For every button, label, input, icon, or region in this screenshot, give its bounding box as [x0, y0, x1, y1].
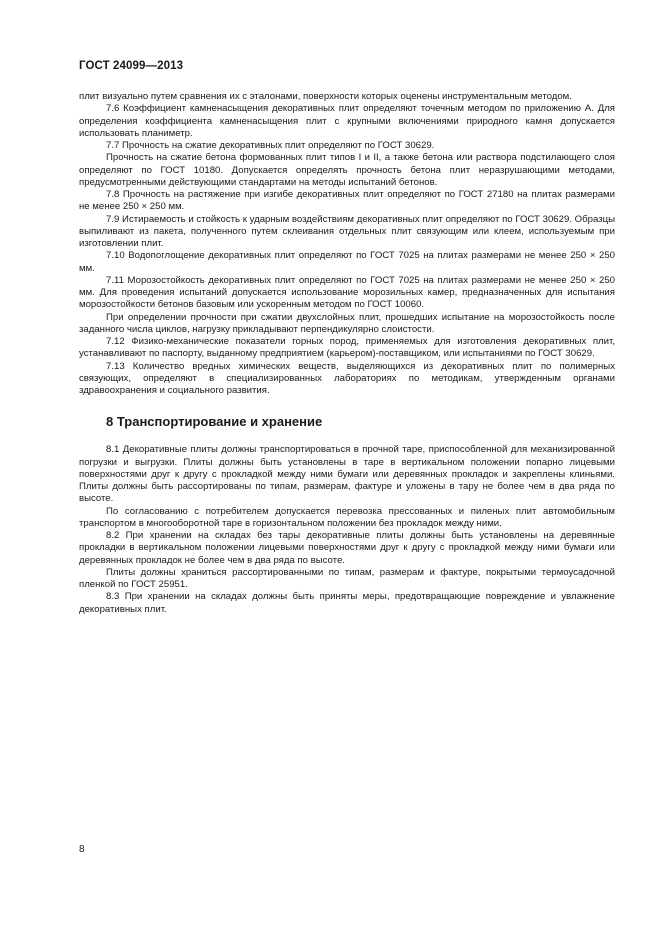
clause-7-7-concrete-strength: Прочность на сжатие бетона формованных плит типов I и II, а также бетона или раствора подстилающего слоя определяют по ГОСТ 10180. Допускается определять прочность бетона плит неразрушающими методами, предусмотренными действующими стандартами на методы испытаний бетонов.	[79, 152, 615, 188]
document-code-header: ГОСТ 24099—2013	[79, 60, 184, 72]
section-title-transport-storage: 8 Транспортирование и хранение	[106, 414, 323, 430]
clause-7-7: 7.7 Прочность на сжатие декоративных плит определяют по ГОСТ 30629.	[106, 140, 435, 151]
clause-7-12: 7.12 Физико-механические показатели горных пород, применяемых для изготовления декоративных плит, устанавливают по паспорту, выданному предприятием (карьером)-поставщиком, или испытаниями по ГОСТ 30629.	[79, 336, 615, 360]
document-body	[79, 91, 615, 616]
clause-7-9: 7.9 Истираемость и стойкость к ударным воздействиям декоративных плит определяют по ГОСТ 30629. Образцы выпиливают из пакета, полученного путем склеивания отдельных плит связующим или клеем, используемым при изготовлении плит.	[79, 213, 615, 249]
paragraph-continuation: плит визуально путем сравнения их с эталонами, поверхности которых оценены инструментальным методом.	[79, 91, 572, 102]
clause-7-11-two-layer: При определении прочности при сжатии двухслойных плит, прошедших испытание на морозостойкость после заданного числа циклов, нагрузку прикладывают перпендикулярно слоистости.	[79, 311, 615, 335]
clause-8-3: 8.3 При хранении на складах должны быть приняты меры, предотвращающие повреждение и увлажнение декоративных плит.	[79, 591, 615, 615]
clause-7-6: 7.6 Коэффициент камненасыщения декоративных плит определяют точечным методом по приложению А. Для определения коэффициента камненасыщения плит с крупными включениями природного камня допускается использовать планиметр.	[79, 103, 615, 139]
clause-7-10: 7.10 Водопоглощение декоративных плит определяют по ГОСТ 7025 на плитах размерами не менее 250 × 250 мм.	[79, 250, 615, 274]
clause-7-8: 7.8 Прочность на растяжение при изгибе декоративных плит определяют по ГОСТ 27180 на плитах размерами не менее 250 × 250 мм.	[79, 189, 615, 213]
clause-7-13: 7.13 Количество вредных химических веществ, выделяющихся из декоративных плит по полимерных связующих, определяют в специализированных лабораториях по методикам, утвержденным органами здравоохранения и социального развития.	[79, 360, 615, 396]
clause-8-1: 8.1 Декоративные плиты должны транспортироваться в прочной таре, приспособленной для механизированной погрузки и выгрузки. Плиты должны быть установлены в таре в вертикальном положении попарно лицевыми поверхностями друг к другу с прокладкой между ними бумаги или деревянных прокладок и закреплены клиньями. Плиты должны быть рассортированы по типам, размерам, фактуре и уложены в тару не более чем в два ряда по высоте.	[79, 444, 615, 505]
clause-8-1-agreement: По согласованию с потребителем допускается перевозка прессованных и пиленых плит автомобильным транспортом в многооборотной таре в горизонтальном положении без прокладок между ними.	[79, 505, 615, 529]
clause-8-2-sorting: Плиты должны храниться рассортированными по типам, размерам и фактуре, покрытыми термоусадочной пленкой по ГОСТ 25951.	[79, 566, 615, 590]
clause-8-2: 8.2 При хранении на складах без тары декоративные плиты должны быть установлены на деревянные прокладки в вертикальном положении лицевыми поверхностями друг к другу с прокладкой между ними бумаги или деревянных прокладок не более чем в два ряда по высоте.	[79, 530, 615, 566]
page-number: 8	[79, 844, 85, 855]
clause-7-11: 7.11 Морозостойкость декоративных плит определяют по ГОСТ 7025 на плитах размерами не менее 250 × 250 мм. Для проведения испытаний допускается использование морозильных камер, предназначенных для испытания морозостойкости бетонов базовым или ускоренным методом по ГОСТ 10060.	[79, 274, 615, 311]
